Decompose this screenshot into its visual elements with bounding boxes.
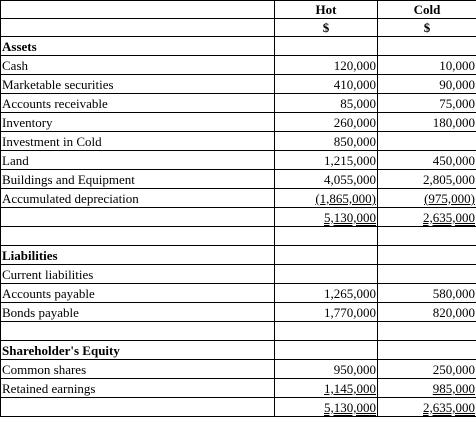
- row-label: Common shares: [1, 360, 275, 379]
- value-hot: [275, 170, 378, 189]
- value-cold: [378, 189, 476, 208]
- value-hot-text: 1,770,000: [324, 305, 376, 320]
- value-cold: [378, 360, 476, 379]
- value-hot: [275, 303, 378, 322]
- table-row: [1, 379, 476, 398]
- table-row: [1, 246, 476, 265]
- table-row: [1, 208, 476, 227]
- value-cold: [378, 151, 476, 170]
- value-cold: [378, 398, 476, 417]
- table-row: [1, 189, 476, 208]
- value-cold: [378, 56, 476, 75]
- row-label: [1, 322, 275, 341]
- currency-cold: $: [378, 19, 476, 37]
- value-hot: [275, 75, 378, 94]
- row-label: Buildings and Equipment: [1, 170, 275, 189]
- value-hot-text: 1,145,000: [324, 381, 376, 396]
- value-hot: [275, 246, 378, 265]
- value-hot: [275, 398, 378, 417]
- currency-hot: $: [275, 19, 378, 37]
- table-row: [1, 360, 476, 379]
- row-label: Accumulated depreciation: [1, 189, 275, 208]
- row-label: Accounts receivable: [1, 94, 275, 113]
- row-label: Marketable securities: [1, 75, 275, 94]
- header-hot: Hot: [275, 1, 378, 19]
- value-cold: [378, 227, 476, 246]
- row-label: [1, 208, 275, 227]
- value-cold-text: 250,000: [432, 362, 475, 377]
- row-label: Investment in Cold: [1, 132, 275, 151]
- value-cold-text: 450,000: [432, 153, 475, 168]
- value-cold-text: 2,635,000: [423, 210, 475, 225]
- value-cold: [378, 265, 476, 284]
- value-cold: [378, 94, 476, 113]
- value-hot-text: 4,055,000: [324, 172, 376, 187]
- table-row: [1, 284, 476, 303]
- value-cold-text: 820,000: [432, 305, 475, 320]
- value-hot: [275, 379, 378, 398]
- header-blank-cell: [1, 19, 275, 37]
- header-cold: Cold: [378, 1, 476, 19]
- value-cold-text: 985,000: [432, 381, 475, 396]
- table-row: [1, 303, 476, 322]
- table-row: [1, 94, 476, 113]
- value-cold-text: 90,000: [439, 77, 475, 92]
- row-label: [1, 227, 275, 246]
- table-row: [1, 227, 476, 246]
- value-cold: [378, 322, 476, 341]
- table-row: [1, 113, 476, 132]
- value-hot: [275, 265, 378, 284]
- value-hot-text: (1,865,000): [315, 191, 376, 206]
- table-row: [1, 151, 476, 170]
- table-row: [1, 265, 476, 284]
- header-row-names: [1, 1, 476, 19]
- row-label: Current liabilities: [1, 265, 275, 284]
- value-hot-text: 850,000: [333, 134, 376, 149]
- value-cold: [378, 208, 476, 227]
- value-cold: [378, 284, 476, 303]
- value-cold: [378, 37, 476, 56]
- value-hot: [275, 37, 378, 56]
- value-cold-text: 580,000: [432, 286, 475, 301]
- value-cold-text: 10,000: [439, 58, 475, 73]
- value-hot-text: 1,265,000: [324, 286, 376, 301]
- row-label: Land: [1, 151, 275, 170]
- table-row: [1, 37, 476, 56]
- value-hot: [275, 341, 378, 360]
- value-hot: [275, 189, 378, 208]
- row-label: Accounts payable: [1, 284, 275, 303]
- table-row: [1, 322, 476, 341]
- value-hot: [275, 94, 378, 113]
- value-hot: [275, 113, 378, 132]
- header-row-currency: [1, 19, 476, 37]
- table-row: [1, 75, 476, 94]
- row-label: Inventory: [1, 113, 275, 132]
- value-cold-text: 2,805,000: [423, 172, 475, 187]
- value-hot: [275, 322, 378, 341]
- value-hot-text: 85,000: [340, 96, 376, 111]
- value-cold-text: (975,000): [424, 191, 475, 206]
- value-hot: [275, 227, 378, 246]
- table-row: [1, 341, 476, 360]
- value-cold: [378, 303, 476, 322]
- value-hot: [275, 208, 378, 227]
- value-hot: [275, 360, 378, 379]
- row-label: Assets: [1, 37, 275, 56]
- value-hot-text: 5,130,000: [324, 210, 376, 225]
- table-row: [1, 170, 476, 189]
- header-blank-cell: [1, 1, 275, 19]
- value-cold: [378, 132, 476, 151]
- value-hot: [275, 56, 378, 75]
- value-hot-text: 950,000: [333, 362, 376, 377]
- value-cold-text: 180,000: [432, 115, 475, 130]
- value-cold-text: 2,635,000: [423, 400, 475, 415]
- row-label: [1, 398, 275, 417]
- row-label: Cash: [1, 56, 275, 75]
- row-label: Bonds payable: [1, 303, 275, 322]
- table-row: [1, 398, 476, 417]
- value-hot-text: 1,215,000: [324, 153, 376, 168]
- table-row: [1, 56, 476, 75]
- value-cold: [378, 341, 476, 360]
- value-hot: [275, 284, 378, 303]
- value-cold: [378, 246, 476, 265]
- value-cold: [378, 170, 476, 189]
- row-label: Retained earnings: [1, 379, 275, 398]
- value-hot-text: 410,000: [333, 77, 376, 92]
- value-cold-text: 75,000: [439, 96, 475, 111]
- value-cold: [378, 113, 476, 132]
- value-hot-text: 260,000: [333, 115, 376, 130]
- row-label: Shareholder's Equity: [1, 341, 275, 360]
- value-hot-text: 120,000: [333, 58, 376, 73]
- value-cold: [378, 75, 476, 94]
- row-label: Liabilities: [1, 246, 275, 265]
- table-row: [1, 132, 476, 151]
- value-hot: [275, 151, 378, 170]
- value-hot: [275, 132, 378, 151]
- value-cold: [378, 379, 476, 398]
- value-hot-text: 5,130,000: [324, 400, 376, 415]
